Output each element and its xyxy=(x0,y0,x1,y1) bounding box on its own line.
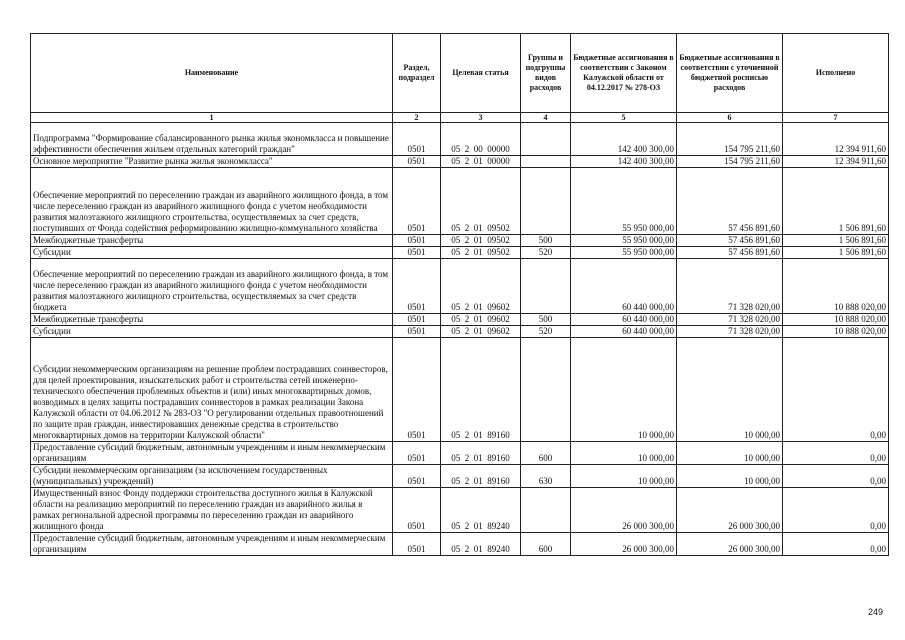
column-number: 4 xyxy=(521,113,571,123)
header-law-allocation: Бюджетные ассигнования в соответствии с Законом Калужской области от 04.12.2017 № 278-ОЗ xyxy=(571,34,677,113)
row-executed: 1 506 891,60 xyxy=(783,235,889,247)
row-name: Обеспечение мероприятий по переселению граждан из аварийного жилищного фонда, в том числе переселению граждан из аварийного жилищного фонда с учетом необходимости развития малоэтажного жилищного строительства, осуществляемых за счет средств, поступивших от Фонда содействия реформированию жилищно-коммунального хозяйства xyxy=(31,168,393,235)
header-refined-allocation: Бюджетные ассигнования в соответствии с уточненной бюджетной росписью расходов xyxy=(677,34,783,113)
row-refined-allocation: 154 795 211,60 xyxy=(677,123,783,156)
row-group: 500 xyxy=(521,235,571,247)
column-number: 5 xyxy=(571,113,677,123)
row-law-allocation: 60 440 000,00 xyxy=(571,314,677,326)
header-article: Целевая статья xyxy=(441,34,521,113)
row-name: Межбюджетные трансферты xyxy=(31,314,393,326)
row-law-allocation: 60 440 000,00 xyxy=(571,326,677,338)
row-article: 05 2 00 00000 xyxy=(441,123,521,156)
row-refined-allocation: 26 000 300,00 xyxy=(677,533,783,556)
budget-table xyxy=(30,33,889,556)
row-group: 520 xyxy=(521,326,571,338)
row-article: 05 2 01 00000 xyxy=(441,156,521,168)
table-row xyxy=(31,442,889,465)
row-refined-allocation: 26 000 300,00 xyxy=(677,488,783,533)
table-row xyxy=(31,533,889,556)
row-executed: 12 394 911,60 xyxy=(783,123,889,156)
row-group: 630 xyxy=(521,465,571,488)
table-row xyxy=(31,235,889,247)
row-law-allocation: 60 440 000,00 xyxy=(571,259,677,314)
row-name: Субсидии некоммерческим организациям (за исключением государственных (муниципальных) учреждений) xyxy=(31,465,393,488)
table-row xyxy=(31,338,889,442)
header-section: Раздел, подраздел xyxy=(393,34,441,113)
row-group xyxy=(521,168,571,235)
row-law-allocation: 55 950 000,00 xyxy=(571,235,677,247)
header-group: Группы и подгруппы видов расходов xyxy=(521,34,571,113)
row-law-allocation: 10 000,00 xyxy=(571,442,677,465)
column-number: 6 xyxy=(677,113,783,123)
table-row xyxy=(31,247,889,259)
row-section: 0501 xyxy=(393,465,441,488)
row-executed: 10 888 020,00 xyxy=(783,314,889,326)
row-article: 05 2 01 09602 xyxy=(441,314,521,326)
column-number: 2 xyxy=(393,113,441,123)
row-refined-allocation: 71 328 020,00 xyxy=(677,259,783,314)
row-group xyxy=(521,156,571,168)
row-name: Предоставление субсидий бюджетным, автономным учреждениям и иным некоммерческим организациям xyxy=(31,442,393,465)
row-section: 0501 xyxy=(393,533,441,556)
row-article: 05 2 01 89240 xyxy=(441,533,521,556)
row-refined-allocation: 57 456 891,60 xyxy=(677,168,783,235)
row-law-allocation: 55 950 000,00 xyxy=(571,168,677,235)
row-article: 05 2 01 89160 xyxy=(441,338,521,442)
header-executed: Исполнено xyxy=(783,34,889,113)
row-executed: 1 506 891,60 xyxy=(783,247,889,259)
row-article: 05 2 01 09502 xyxy=(441,235,521,247)
row-section: 0501 xyxy=(393,247,441,259)
row-executed: 10 888 020,00 xyxy=(783,326,889,338)
row-group: 500 xyxy=(521,314,571,326)
table-row xyxy=(31,259,889,314)
row-name: Межбюджетные трансферты xyxy=(31,235,393,247)
row-article: 05 2 01 09502 xyxy=(441,168,521,235)
row-name: Основное мероприятие "Развитие рынка жилья экономкласса" xyxy=(31,156,393,168)
row-refined-allocation: 57 456 891,60 xyxy=(677,247,783,259)
row-law-allocation: 55 950 000,00 xyxy=(571,247,677,259)
row-name: Субсидии xyxy=(31,326,393,338)
table-row xyxy=(31,488,889,533)
table-row xyxy=(31,156,889,168)
row-name: Субсидии xyxy=(31,247,393,259)
row-executed: 1 506 891,60 xyxy=(783,168,889,235)
row-article: 05 2 01 89160 xyxy=(441,465,521,488)
row-refined-allocation: 10 000,00 xyxy=(677,465,783,488)
table-row xyxy=(31,123,889,156)
row-section: 0501 xyxy=(393,156,441,168)
row-section: 0501 xyxy=(393,314,441,326)
row-article: 05 2 01 09602 xyxy=(441,259,521,314)
row-section: 0501 xyxy=(393,442,441,465)
row-executed: 0,00 xyxy=(783,465,889,488)
row-group xyxy=(521,338,571,442)
row-law-allocation: 142 400 300,00 xyxy=(571,123,677,156)
column-number: 7 xyxy=(783,113,889,123)
row-law-allocation: 142 400 300,00 xyxy=(571,156,677,168)
row-law-allocation: 26 000 300,00 xyxy=(571,533,677,556)
row-group xyxy=(521,123,571,156)
row-article: 05 2 01 89240 xyxy=(441,488,521,533)
table-row xyxy=(31,314,889,326)
row-name: Имущественный взнос Фонду поддержки строительства доступного жилья в Калужской области на реализацию мероприятий по переселению граждан из аварийного жилья в рамках региональной адресной программы по переселению граждан из аварийного жилищного фонда xyxy=(31,488,393,533)
table-body xyxy=(31,123,889,556)
row-law-allocation: 10 000,00 xyxy=(571,338,677,442)
column-number: 3 xyxy=(441,113,521,123)
row-executed: 0,00 xyxy=(783,338,889,442)
row-executed: 0,00 xyxy=(783,442,889,465)
row-name: Предоставление субсидий бюджетным, автономным учреждениям и иным некоммерческим организациям xyxy=(31,533,393,556)
row-executed: 12 394 911,60 xyxy=(783,156,889,168)
row-refined-allocation: 10 000,00 xyxy=(677,338,783,442)
row-group: 520 xyxy=(521,247,571,259)
row-law-allocation: 10 000,00 xyxy=(571,465,677,488)
row-group: 600 xyxy=(521,533,571,556)
row-refined-allocation: 57 456 891,60 xyxy=(677,235,783,247)
row-article: 05 2 01 09602 xyxy=(441,326,521,338)
row-group: 600 xyxy=(521,442,571,465)
row-name: Субсидии некоммерческим организациям на решение проблем пострадавших соинвесторов, для целей проектирования, изыскательских работ и строительства сетей инженерно-технического обеспечения проблемных объектов и (или) иных многоквартирных домов, возводимых в целях защиты пострадавших соинвесторов в рамках реализации Закона Калужской области от 04.06.2012 № 283-ОЗ "О регулировании отдельных правоотношений по защите прав граждан, инвестировавших денежные средства в строительство многоквартирных домов на территории Калужской области" xyxy=(31,338,393,442)
table-row xyxy=(31,465,889,488)
column-number-row xyxy=(31,113,889,123)
row-section: 0501 xyxy=(393,168,441,235)
row-article: 05 2 01 89160 xyxy=(441,442,521,465)
header-name: Наименование xyxy=(31,34,393,113)
table-row xyxy=(31,326,889,338)
row-group xyxy=(521,259,571,314)
row-section: 0501 xyxy=(393,123,441,156)
page-number: 249 xyxy=(868,607,884,617)
row-article: 05 2 01 09502 xyxy=(441,247,521,259)
row-group xyxy=(521,488,571,533)
column-number: 1 xyxy=(31,113,393,123)
row-refined-allocation: 71 328 020,00 xyxy=(677,314,783,326)
row-refined-allocation: 71 328 020,00 xyxy=(677,326,783,338)
row-section: 0501 xyxy=(393,488,441,533)
row-executed: 0,00 xyxy=(783,533,889,556)
row-refined-allocation: 10 000,00 xyxy=(677,442,783,465)
row-section: 0501 xyxy=(393,235,441,247)
row-section: 0501 xyxy=(393,259,441,314)
row-name: Обеспечение мероприятий по переселению граждан из аварийного жилищного фонда, в том числе переселению граждан из аварийного жилищного фонда с учетом необходимости развития малоэтажного жилищного строительства, осуществляемых за счет средств бюджета xyxy=(31,259,393,314)
row-executed: 0,00 xyxy=(783,488,889,533)
row-refined-allocation: 154 795 211,60 xyxy=(677,156,783,168)
row-name: Подпрограмма "Формирование сбалансированного рынка жилья экономкласса и повышение эффективности обеспечения жильем отдельных категорий граждан" xyxy=(31,123,393,156)
row-law-allocation: 26 000 300,00 xyxy=(571,488,677,533)
row-section: 0501 xyxy=(393,326,441,338)
table-row xyxy=(31,168,889,235)
row-section: 0501 xyxy=(393,338,441,442)
header-row xyxy=(31,34,889,113)
row-executed: 10 888 020,00 xyxy=(783,259,889,314)
